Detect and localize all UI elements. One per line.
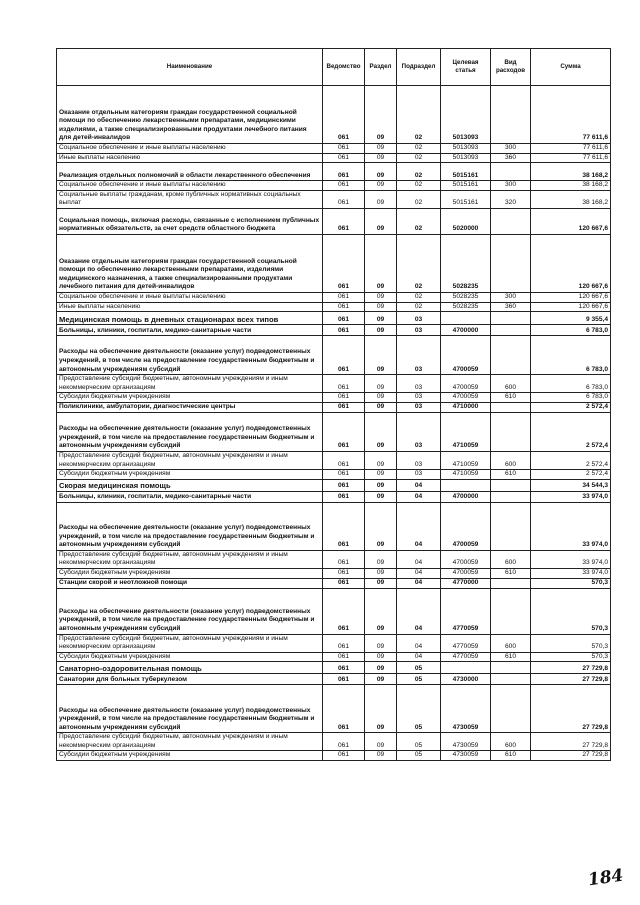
- cell-section: 09: [365, 674, 397, 685]
- cell-amount: 33 974,0: [531, 568, 611, 578]
- cell-dept: 061: [323, 578, 365, 588]
- cell-name: Больницы, клиники, госпитали, медико-санитарные части: [57, 491, 323, 502]
- cell-target: 4700059: [441, 336, 491, 375]
- cell-target: 4770000: [441, 578, 491, 588]
- cell-section: 09: [365, 568, 397, 578]
- cell-section: 09: [365, 375, 397, 393]
- cell-exp-type: [491, 325, 531, 336]
- cell-target: 5020000: [441, 208, 491, 234]
- cell-amount: 27 729,8: [531, 662, 611, 674]
- cell-dept: 061: [323, 163, 365, 181]
- cell-amount: 38 168,2: [531, 181, 611, 191]
- cell-dept: 061: [323, 451, 365, 469]
- page-number: 184: [586, 865, 625, 891]
- cell-name: Реализация отдельных полномочий в области лекарственного обеспечения: [57, 163, 323, 181]
- cell-subsection: 04: [397, 550, 441, 568]
- cell-target: 5028235: [441, 302, 491, 312]
- table-row: [57, 163, 611, 181]
- cell-dept: 061: [323, 685, 365, 733]
- table-row: [57, 685, 611, 733]
- cell-section: 09: [365, 412, 397, 451]
- cell-target: 4700000: [441, 491, 491, 502]
- cell-target: 4700000: [441, 325, 491, 336]
- cell-dept: 061: [323, 479, 365, 491]
- table-row: [57, 470, 611, 480]
- cell-name: Медицинская помощь в дневных стационарах всех типов: [57, 312, 323, 325]
- cell-amount: 570,3: [531, 634, 611, 652]
- budget-sheet: [56, 48, 610, 761]
- cell-name: Расходы на обеспечение деятельности (оказание услуг) подведомственных учреждений, в том числе на предоставление государственным бюджетным и автономным учреждениям субсидий: [57, 412, 323, 451]
- cell-amount: 77 611,6: [531, 144, 611, 154]
- cell-target: 4700059: [441, 568, 491, 578]
- table-row: [57, 86, 611, 144]
- cell-exp-type: 610: [491, 652, 531, 662]
- cell-section: 09: [365, 751, 397, 761]
- cell-name: Расходы на обеспечение деятельности (оказание услуг) подведомственных учреждений, в том числе на предоставление государственным бюджетным и автономным учреждениям субсидий: [57, 685, 323, 733]
- cell-amount: 38 168,2: [531, 163, 611, 181]
- table-row: [57, 375, 611, 393]
- table-row: [57, 578, 611, 588]
- cell-dept: 061: [323, 568, 365, 578]
- cell-name: Социальное обеспечение и иные выплаты населению: [57, 181, 323, 191]
- table-row: [57, 634, 611, 652]
- cell-subsection: 02: [397, 181, 441, 191]
- cell-name: Социальное обеспечение и иные выплаты населению: [57, 144, 323, 154]
- table-row: [57, 325, 611, 336]
- cell-section: 09: [365, 578, 397, 588]
- header-amount: Сумма: [531, 49, 611, 86]
- cell-dept: 061: [323, 588, 365, 634]
- table-row: [57, 502, 611, 550]
- table-row: [57, 302, 611, 312]
- table-row: [57, 751, 611, 761]
- cell-dept: 061: [323, 733, 365, 751]
- cell-target: 4770059: [441, 588, 491, 634]
- table-row: [57, 588, 611, 634]
- cell-subsection: 02: [397, 163, 441, 181]
- header-section: Раздел: [365, 49, 397, 86]
- cell-dept: 061: [323, 208, 365, 234]
- cell-target: 4770059: [441, 652, 491, 662]
- cell-subsection: 05: [397, 685, 441, 733]
- table-row: [57, 336, 611, 375]
- cell-target: 4710059: [441, 470, 491, 480]
- cell-name: Расходы на обеспечение деятельности (оказание услуг) подведомственных учреждений, в том числе на предоставление государственным бюджетным и автономным учреждениям субсидий: [57, 588, 323, 634]
- cell-name: Субсидии бюджетным учреждениям: [57, 652, 323, 662]
- cell-target: 4710059: [441, 451, 491, 469]
- table-row: [57, 568, 611, 578]
- cell-target: 5013093: [441, 144, 491, 154]
- cell-exp-type: [491, 86, 531, 144]
- cell-amount: 6 783,0: [531, 336, 611, 375]
- cell-name: Санаторно-оздоровительная помощь: [57, 662, 323, 674]
- cell-target: 5015161: [441, 163, 491, 181]
- cell-exp-type: [491, 502, 531, 550]
- cell-subsection: 04: [397, 578, 441, 588]
- cell-exp-type: [491, 402, 531, 412]
- table-row: [57, 190, 611, 208]
- cell-section: 09: [365, 86, 397, 144]
- cell-target: 4700059: [441, 550, 491, 568]
- cell-dept: 061: [323, 502, 365, 550]
- table-row: [57, 292, 611, 302]
- cell-exp-type: [491, 588, 531, 634]
- cell-name: Социальная помощь, включая расходы, связанные с исполнением публичных нормативных обязательств, за счет средств областного бюджета: [57, 208, 323, 234]
- cell-exp-type: [491, 412, 531, 451]
- cell-amount: 570,3: [531, 578, 611, 588]
- cell-amount: 570,3: [531, 652, 611, 662]
- cell-amount: 6 783,0: [531, 325, 611, 336]
- table-row: [57, 451, 611, 469]
- cell-amount: 6 783,0: [531, 393, 611, 403]
- cell-section: 09: [365, 393, 397, 403]
- cell-section: 09: [365, 144, 397, 154]
- cell-name: Станции скорой и неотложной помощи: [57, 578, 323, 588]
- cell-amount: 38 168,2: [531, 190, 611, 208]
- cell-exp-type: 600: [491, 733, 531, 751]
- table-row: [57, 312, 611, 325]
- cell-exp-type: 320: [491, 190, 531, 208]
- cell-name: Санатории для больных туберкулезом: [57, 674, 323, 685]
- table-row: [57, 733, 611, 751]
- cell-subsection: 02: [397, 234, 441, 292]
- cell-dept: 061: [323, 634, 365, 652]
- cell-name: Субсидии бюджетным учреждениям: [57, 393, 323, 403]
- cell-subsection: 03: [397, 393, 441, 403]
- cell-target: [441, 662, 491, 674]
- cell-target: 4710000: [441, 402, 491, 412]
- cell-exp-type: 600: [491, 451, 531, 469]
- cell-amount: 33 974,0: [531, 502, 611, 550]
- cell-exp-type: 600: [491, 550, 531, 568]
- cell-exp-type: [491, 163, 531, 181]
- cell-exp-type: 610: [491, 393, 531, 403]
- cell-exp-type: 360: [491, 302, 531, 312]
- cell-section: 09: [365, 588, 397, 634]
- cell-subsection: 03: [397, 325, 441, 336]
- cell-target: 5028235: [441, 292, 491, 302]
- cell-amount: 27 729,8: [531, 685, 611, 733]
- cell-target: 4700059: [441, 375, 491, 393]
- cell-dept: 061: [323, 393, 365, 403]
- cell-exp-type: 610: [491, 568, 531, 578]
- cell-amount: 570,3: [531, 588, 611, 634]
- cell-subsection: 02: [397, 302, 441, 312]
- cell-target: 4730059: [441, 751, 491, 761]
- cell-subsection: 03: [397, 470, 441, 480]
- cell-name: Субсидии бюджетным учреждениям: [57, 470, 323, 480]
- cell-subsection: 03: [397, 402, 441, 412]
- cell-name: Предоставление субсидий бюджетным, автономным учреждениям и иным некоммерческим организациям: [57, 634, 323, 652]
- table-row: [57, 402, 611, 412]
- cell-subsection: 04: [397, 568, 441, 578]
- cell-exp-type: [491, 685, 531, 733]
- cell-section: 09: [365, 550, 397, 568]
- cell-exp-type: 610: [491, 751, 531, 761]
- header-target: Целевая статья: [441, 49, 491, 86]
- cell-subsection: 04: [397, 491, 441, 502]
- cell-target: [441, 479, 491, 491]
- header-dept: Ведомство: [323, 49, 365, 86]
- table-row: [57, 153, 611, 163]
- cell-target: 4710059: [441, 412, 491, 451]
- cell-section: 09: [365, 325, 397, 336]
- cell-amount: 27 729,8: [531, 674, 611, 685]
- cell-section: 09: [365, 733, 397, 751]
- cell-subsection: 02: [397, 292, 441, 302]
- cell-subsection: 04: [397, 479, 441, 491]
- cell-section: 09: [365, 470, 397, 480]
- cell-amount: 77 611,6: [531, 86, 611, 144]
- cell-amount: 33 974,0: [531, 550, 611, 568]
- cell-exp-type: [491, 674, 531, 685]
- cell-dept: 061: [323, 325, 365, 336]
- table-row: [57, 181, 611, 191]
- table-row: [57, 550, 611, 568]
- cell-subsection: 03: [397, 451, 441, 469]
- cell-dept: 061: [323, 292, 365, 302]
- cell-exp-type: [491, 479, 531, 491]
- cell-section: 09: [365, 163, 397, 181]
- cell-section: 09: [365, 662, 397, 674]
- cell-amount: 33 974,0: [531, 491, 611, 502]
- cell-exp-type: [491, 312, 531, 325]
- cell-name: Социальное обеспечение и иные выплаты населению: [57, 292, 323, 302]
- cell-amount: 120 667,6: [531, 208, 611, 234]
- cell-dept: 061: [323, 153, 365, 163]
- cell-dept: 061: [323, 652, 365, 662]
- cell-target: 5015161: [441, 181, 491, 191]
- cell-section: 09: [365, 502, 397, 550]
- table-row: [57, 662, 611, 674]
- cell-subsection: 04: [397, 502, 441, 550]
- cell-dept: 061: [323, 412, 365, 451]
- table-row: [57, 234, 611, 292]
- cell-subsection: 03: [397, 375, 441, 393]
- cell-subsection: 05: [397, 733, 441, 751]
- cell-subsection: 03: [397, 336, 441, 375]
- cell-exp-type: [491, 578, 531, 588]
- header-name: Наименование: [57, 49, 323, 86]
- cell-section: 09: [365, 634, 397, 652]
- cell-subsection: 02: [397, 190, 441, 208]
- cell-section: 09: [365, 234, 397, 292]
- cell-subsection: 02: [397, 153, 441, 163]
- cell-subsection: 04: [397, 588, 441, 634]
- cell-exp-type: [491, 208, 531, 234]
- cell-subsection: 05: [397, 751, 441, 761]
- cell-target: 4770059: [441, 634, 491, 652]
- cell-exp-type: [491, 336, 531, 375]
- cell-exp-type: 300: [491, 181, 531, 191]
- cell-target: [441, 312, 491, 325]
- cell-dept: 061: [323, 181, 365, 191]
- cell-subsection: 02: [397, 144, 441, 154]
- cell-target: 4730059: [441, 733, 491, 751]
- table-row: [57, 479, 611, 491]
- cell-section: 09: [365, 491, 397, 502]
- cell-section: 09: [365, 652, 397, 662]
- cell-amount: 9 355,4: [531, 312, 611, 325]
- cell-target: 5013093: [441, 153, 491, 163]
- cell-subsection: 05: [397, 674, 441, 685]
- cell-target: 5013093: [441, 86, 491, 144]
- cell-target: 4700059: [441, 502, 491, 550]
- cell-section: 09: [365, 451, 397, 469]
- cell-subsection: 02: [397, 208, 441, 234]
- cell-target: 5015161: [441, 190, 491, 208]
- cell-amount: 27 729,8: [531, 751, 611, 761]
- table-row: [57, 208, 611, 234]
- cell-dept: 061: [323, 751, 365, 761]
- cell-name: Скорая медицинская помощь: [57, 479, 323, 491]
- cell-target: 4730000: [441, 674, 491, 685]
- table-row: [57, 652, 611, 662]
- cell-dept: 061: [323, 190, 365, 208]
- cell-target: 4700059: [441, 393, 491, 403]
- cell-name: Расходы на обеспечение деятельности (оказание услуг) подведомственных учреждений, в том числе на предоставление государственным бюджетным и автономным учреждениям субсидий: [57, 502, 323, 550]
- cell-dept: 061: [323, 550, 365, 568]
- cell-name: Предоставление субсидий бюджетным, автономным учреждениям и иным некоммерческим организациям: [57, 550, 323, 568]
- cell-name: Оказание отдельным категориям граждан государственной социальной помощи по обеспечению лекарственными препаратами, изделиями медицинского назначения, а также специализированными продуктами лечебного питания для детей-инвалидов: [57, 234, 323, 292]
- cell-subsection: 02: [397, 86, 441, 144]
- table-row: [57, 674, 611, 685]
- cell-amount: 6 783,0: [531, 375, 611, 393]
- cell-name: Больницы, клиники, госпитали, медико-санитарные части: [57, 325, 323, 336]
- header-subsection: Подраздел: [397, 49, 441, 86]
- cell-name: Субсидии бюджетным учреждениям: [57, 751, 323, 761]
- cell-name: Оказание отдельным категориям граждан государственной социальной помощи по обеспечению лекарственными препаратами, медицинскими изделиями, а также специализированными продуктами лечебного питания для детей-инвалидов: [57, 86, 323, 144]
- cell-section: 09: [365, 402, 397, 412]
- cell-section: 09: [365, 292, 397, 302]
- cell-subsection: 04: [397, 634, 441, 652]
- cell-amount: 27 729,8: [531, 733, 611, 751]
- cell-amount: 2 572,4: [531, 451, 611, 469]
- cell-dept: 061: [323, 312, 365, 325]
- cell-name: Предоставление субсидий бюджетным, автономным учреждениям и иным некоммерческим организациям: [57, 733, 323, 751]
- cell-name: Расходы на обеспечение деятельности (оказание услуг) подведомственных учреждений, в том числе на предоставление государственным бюджетным и автономным учреждениям субсидий: [57, 336, 323, 375]
- cell-exp-type: 300: [491, 292, 531, 302]
- table-row: [57, 393, 611, 403]
- cell-name: Социальные выплаты гражданам, кроме публичных нормативных социальных выплат: [57, 190, 323, 208]
- table-row: [57, 491, 611, 502]
- cell-dept: 061: [323, 402, 365, 412]
- cell-dept: 061: [323, 336, 365, 375]
- cell-subsection: 03: [397, 312, 441, 325]
- cell-dept: 061: [323, 470, 365, 480]
- cell-exp-type: 600: [491, 375, 531, 393]
- cell-amount: 120 667,6: [531, 292, 611, 302]
- cell-subsection: 03: [397, 412, 441, 451]
- cell-amount: 77 611,6: [531, 153, 611, 163]
- cell-amount: 2 572,4: [531, 412, 611, 451]
- header-exp-type: Вид расходов: [491, 49, 531, 86]
- cell-section: 09: [365, 479, 397, 491]
- cell-exp-type: 610: [491, 470, 531, 480]
- cell-subsection: 04: [397, 652, 441, 662]
- cell-section: 09: [365, 336, 397, 375]
- cell-exp-type: [491, 662, 531, 674]
- cell-name: Субсидии бюджетным учреждениям: [57, 568, 323, 578]
- cell-section: 09: [365, 181, 397, 191]
- cell-dept: 061: [323, 86, 365, 144]
- cell-dept: 061: [323, 375, 365, 393]
- cell-name: Поликлиники, амбулатории, диагностические центры: [57, 402, 323, 412]
- budget-table: [56, 48, 611, 761]
- cell-exp-type: [491, 234, 531, 292]
- cell-dept: 061: [323, 144, 365, 154]
- cell-subsection: 05: [397, 662, 441, 674]
- cell-name: Иные выплаты населению: [57, 302, 323, 312]
- cell-section: 09: [365, 302, 397, 312]
- cell-dept: 061: [323, 491, 365, 502]
- header-row: [57, 49, 611, 86]
- cell-exp-type: 600: [491, 634, 531, 652]
- cell-dept: 061: [323, 674, 365, 685]
- cell-name: Предоставление субсидий бюджетным, автономным учреждениям и иным некоммерческим организациям: [57, 451, 323, 469]
- cell-target: 5028235: [441, 234, 491, 292]
- cell-target: 4730059: [441, 685, 491, 733]
- cell-section: 09: [365, 685, 397, 733]
- cell-amount: 120 667,6: [531, 302, 611, 312]
- cell-amount: 2 572,4: [531, 402, 611, 412]
- cell-name: Иные выплаты населению: [57, 153, 323, 163]
- cell-section: 09: [365, 312, 397, 325]
- cell-amount: 2 572,4: [531, 470, 611, 480]
- cell-amount: 34 544,3: [531, 479, 611, 491]
- cell-section: 09: [365, 190, 397, 208]
- table-row: [57, 144, 611, 154]
- cell-section: 09: [365, 153, 397, 163]
- table-row: [57, 412, 611, 451]
- cell-exp-type: [491, 491, 531, 502]
- cell-name: Предоставление субсидий бюджетным, автономным учреждениям и иным некоммерческим организациям: [57, 375, 323, 393]
- cell-section: 09: [365, 208, 397, 234]
- cell-exp-type: 300: [491, 144, 531, 154]
- cell-amount: 120 667,6: [531, 234, 611, 292]
- cell-dept: 061: [323, 234, 365, 292]
- cell-dept: 061: [323, 302, 365, 312]
- cell-exp-type: 360: [491, 153, 531, 163]
- cell-dept: 061: [323, 662, 365, 674]
